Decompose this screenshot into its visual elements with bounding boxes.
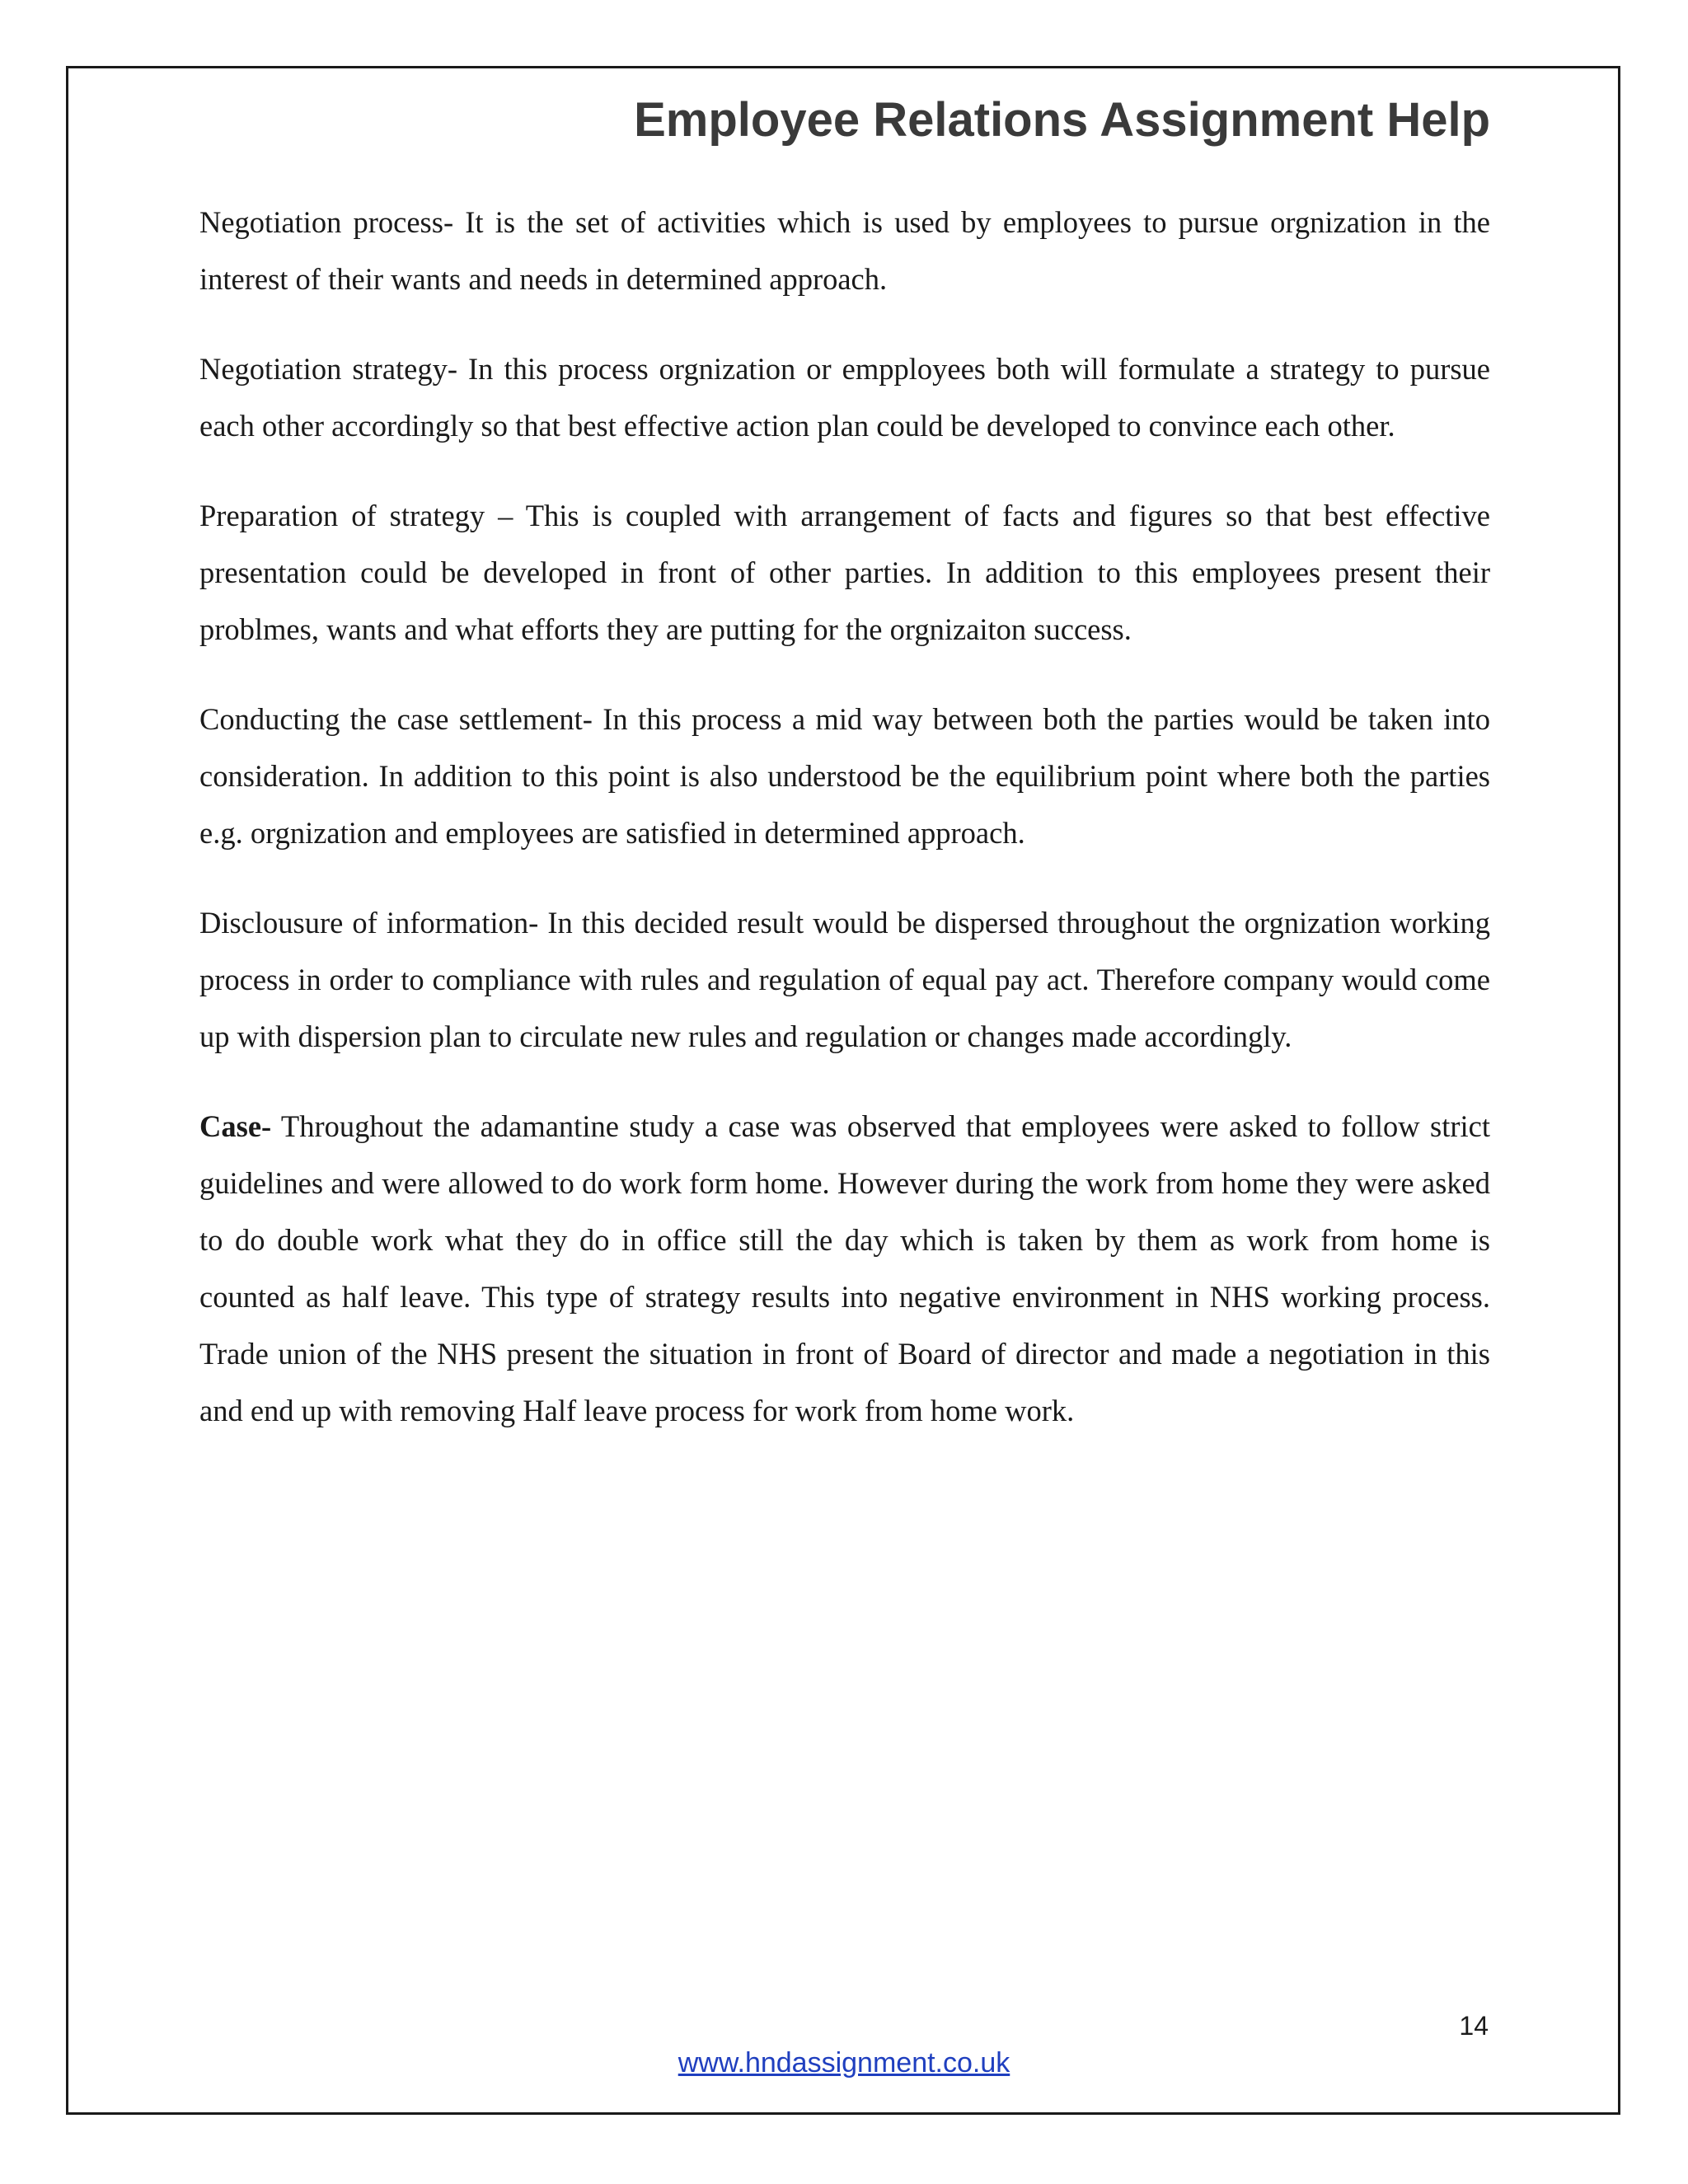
paragraph-lead: Case- (199, 1109, 272, 1143)
paragraph-text: Negotiation strategy- In this process orgnization or empployees both will formulate a strategy to pursue each other accordingly so that best effective action plan could be developed to convince each other. (199, 352, 1490, 443)
paragraph-case (199, 1098, 1490, 1439)
page-title: Employee Relations Assignment Help (634, 93, 1490, 147)
page-number: 14 (1459, 2011, 1489, 2041)
paragraph-preparation-of-strategy (199, 487, 1490, 658)
paragraph-conducting-case-settlement (199, 691, 1490, 861)
paragraph-negotiation-strategy (199, 340, 1490, 454)
paragraph-text: Negotiation process- It is the set of activities which is used by employees to pursue orgnization in the interest of their wants and needs in determined approach. (199, 205, 1490, 296)
paragraph-disclosure-of-information (199, 894, 1490, 1065)
paragraph-negotiation-process (199, 194, 1490, 307)
footer (0, 2047, 1688, 2079)
website-link[interactable]: www.hndassignment.co.uk (678, 2047, 1010, 2079)
document-body (199, 194, 1490, 1472)
paragraph-text: Conducting the case settlement- In this process a mid way between both the parties would be taken into consideration. In addition to this point is also understood be the equilibrium point where both the parties e.g. orgnization and employees are satisfied in determined approach. (199, 702, 1490, 850)
paragraph-text: Throughout the adamantine study a case was observed that employees were asked to follow strict guidelines and were allowed to do work form home. However during the work from home they were asked to do double work what they do in office still the day which is taken by them as work from home is counted as half leave. This type of strategy results into negative environment in NHS working process. Trade union of the NHS present the situation in front of Board of director and made a negotiation in this and end up with removing Half leave process for work from home work. (199, 1109, 1490, 1427)
paragraph-text: Disclousure of information- In this decided result would be dispersed throughout the orgnization working process in order to compliance with rules and regulation of equal pay act. Therefore company would come up with dispersion plan to circulate new rules and regulation or changes made accordingly. (199, 906, 1490, 1053)
paragraph-text: Preparation of strategy – This is coupled with arrangement of facts and figures so that best effective presentation could be developed in front of other parties. In addition to this employees present their problmes, wants and what efforts they are putting for the orgnizaiton success. (199, 499, 1490, 646)
